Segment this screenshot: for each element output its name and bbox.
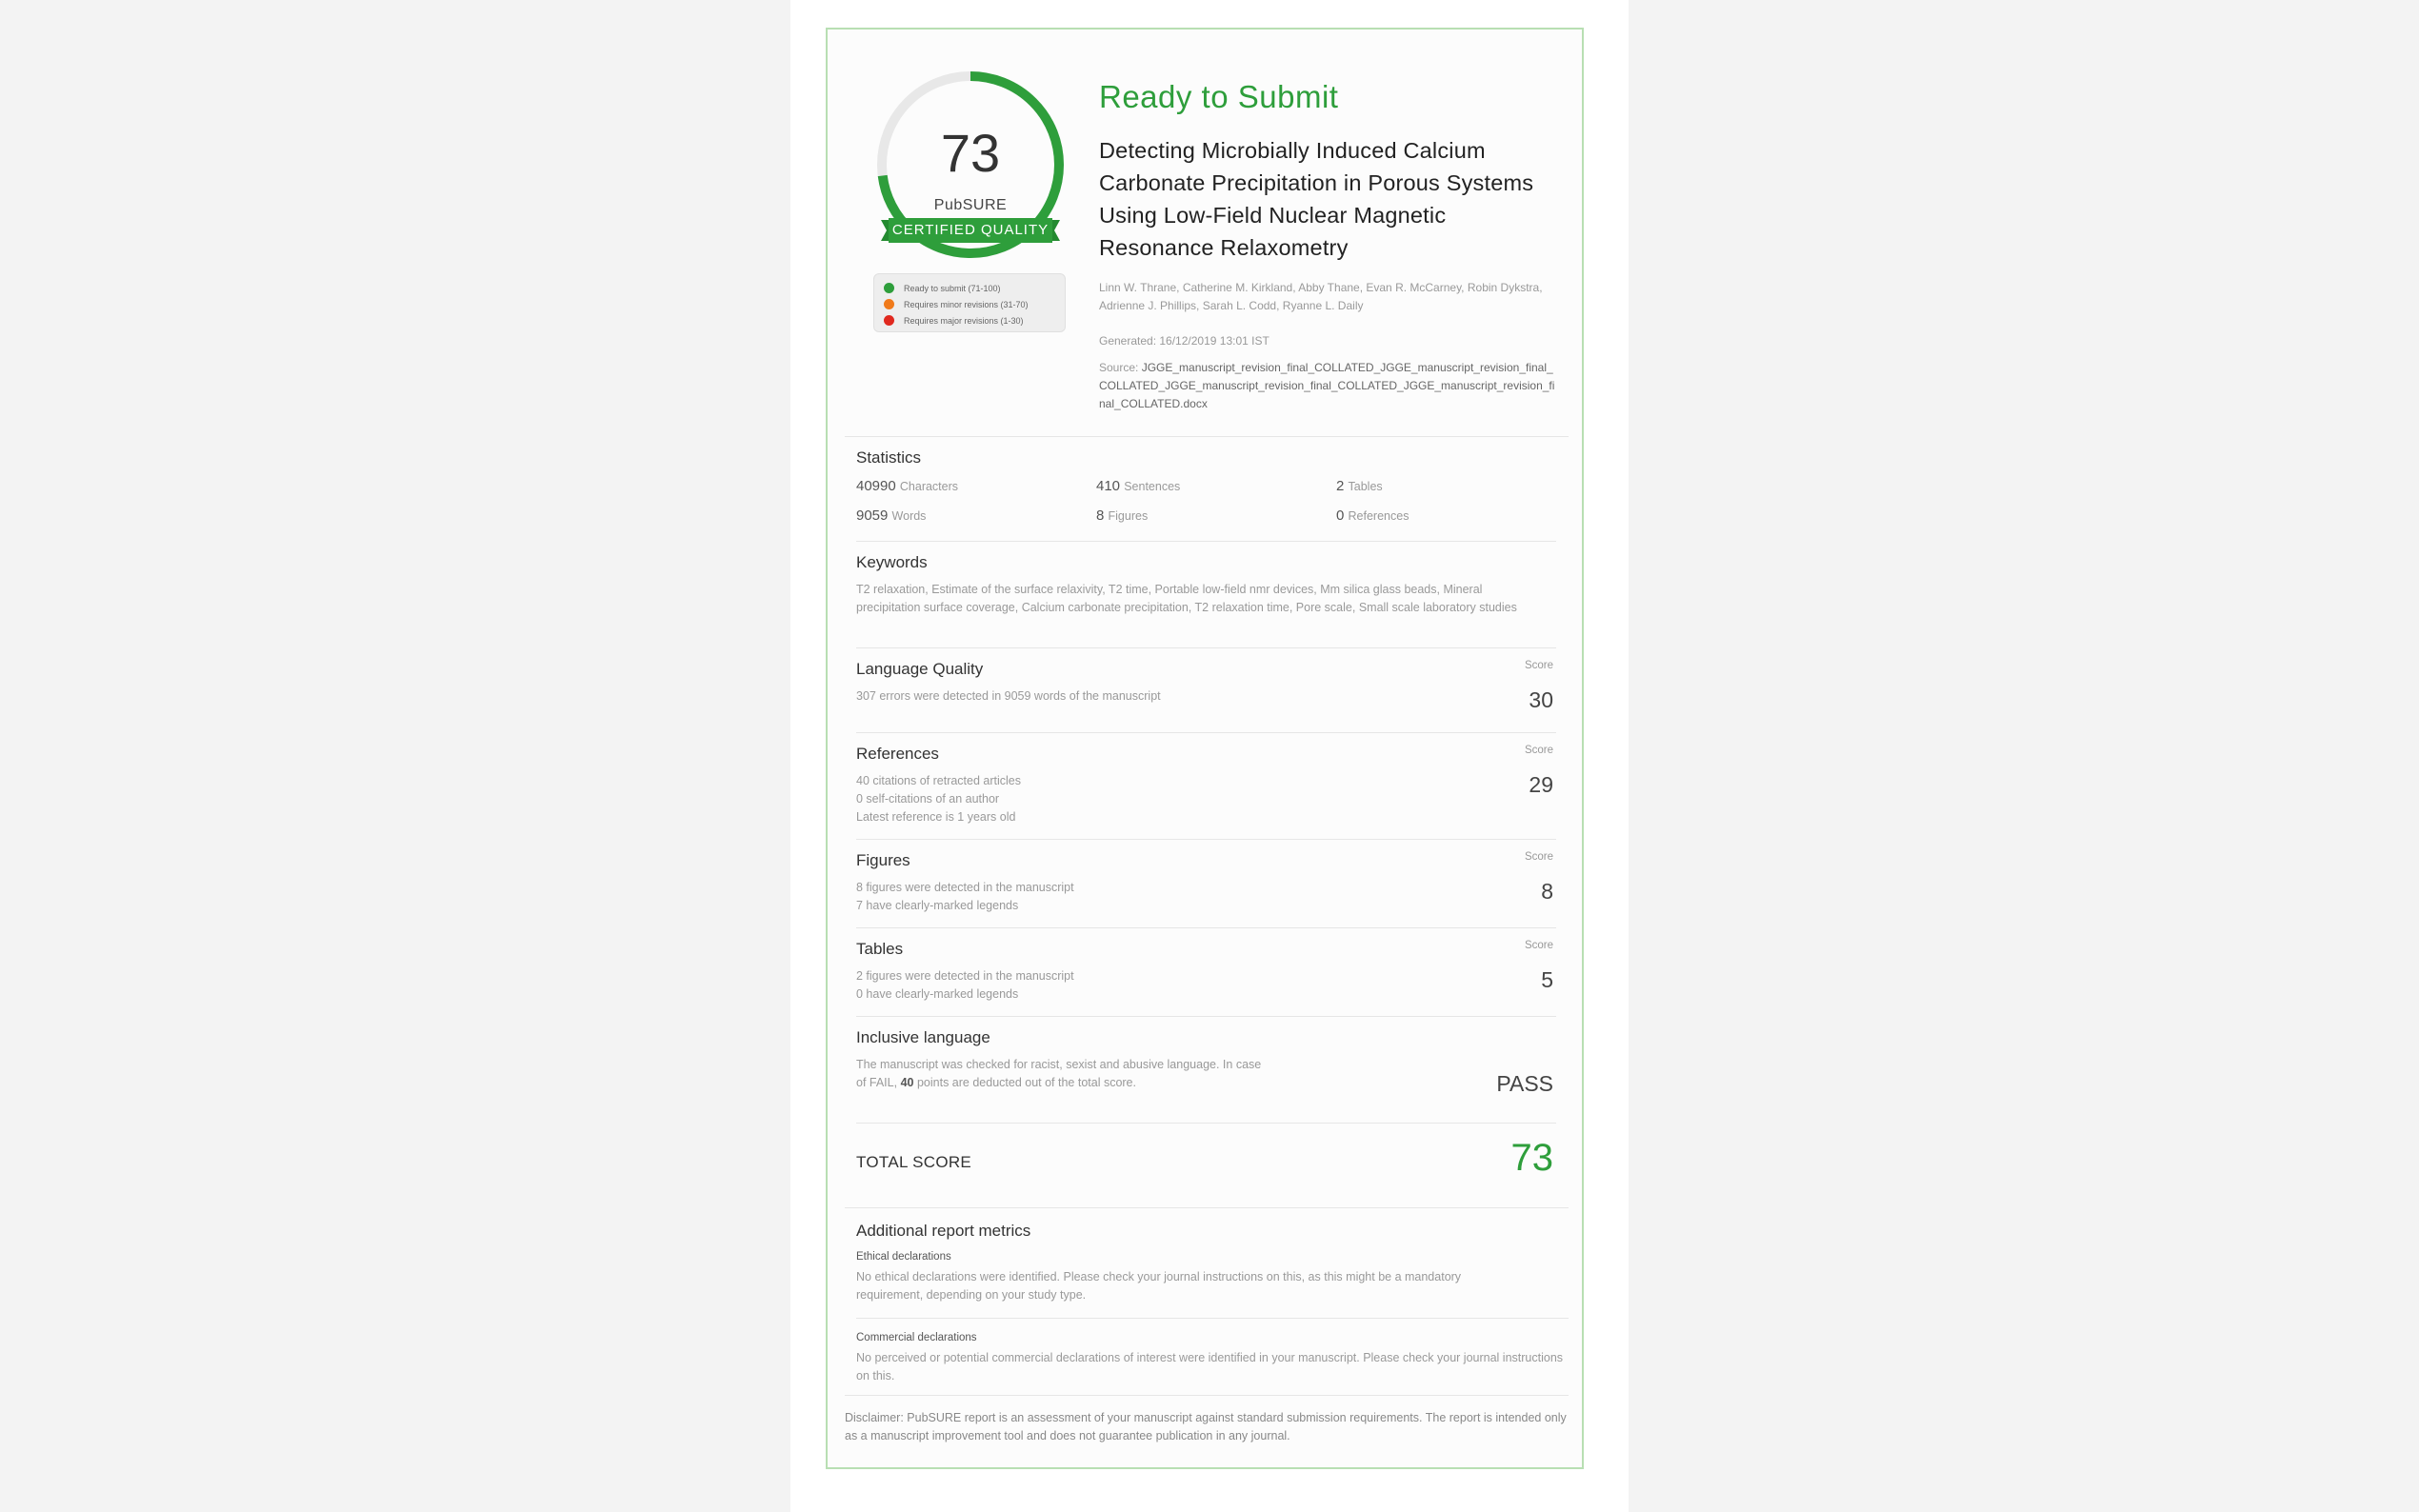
generated-timestamp: Generated: 16/12/2019 13:01 IST [1099,334,1269,348]
tables-title: Tables [856,940,904,958]
gauge-score: 73 [940,123,1001,183]
divider [856,1318,1569,1319]
source-file: Source: JGGE_manuscript_revision_final_COLLATED_JGGE_manuscript_revision_final_COLLATED_JGGE_manuscript_revision_final_COLLATED_JGGE_manuscript_revision_final_COLLATED.docx [1099,361,1555,410]
commercial-declarations-text: No perceived or potential commercial declarations of interest were identified in your manuscript. Please check your journal instructions on this. [856,1351,1564,1383]
tables-score-label: Score [1524,940,1553,951]
references-detail-1: 40 citations of retracted articles [856,774,1021,787]
divider [845,436,1569,437]
pubsure-report [826,28,1584,1469]
references-detail-2: 0 self-citations of an author [856,792,1000,806]
legend-item-minor: Requires minor revisions (31-70) [884,296,1055,312]
keywords-title: Keywords [856,553,928,571]
keywords-text: T2 relaxation, Estimate of the surface relaxivity, T2 time, Portable low-field nmr devices, Mm silica glass beads, Mineral precipitation surface coverage, Calcium carbonate precipitation, T2 relaxation time, Pore scale, Small scale laboratory studies [856,583,1517,614]
inclusive-language-title: Inclusive language [856,1028,990,1046]
stat-sentences: 410 Sentences [1096,478,1181,494]
divider [856,1123,1556,1124]
statistics-title: Statistics [856,448,922,467]
divider [845,1207,1569,1208]
references-detail-3: Latest reference is 1 years old [856,810,1016,824]
additional-metrics-title: Additional report metrics [856,1222,1031,1240]
language-score-label: Score [1524,660,1553,671]
language-quality-title: Language Quality [856,660,984,678]
total-score: 73 [1510,1137,1553,1179]
inclusive-language-detail: The manuscript was checked for racist, sexist and abusive language. In case of FAIL, 40 points are deducted out of the total score. [856,1058,1262,1089]
certified-quality-label: CERTIFIED QUALITY [891,222,1050,238]
certified-ribbon [881,216,1060,245]
references-score: 29 [1529,772,1553,797]
disclaimer: Disclaimer: PubSURE report is an assessment of your manuscript against standard submission requirements. The report is intended only as a manuscript improvement tool and does not guarantee publication in any journal. [845,1411,1567,1442]
language-score: 30 [1529,687,1553,712]
tables-detail-1: 2 figures were detected in the manuscript [856,969,1074,983]
figures-score-label: Score [1524,851,1553,863]
pubsure-logo: PubSURE [933,197,1008,213]
source-filename: JGGE_manuscript_revision_final_COLLATED_JGGE_manuscript_revision_final_COLLATED_JGGE_manuscript_revision_final_COLLATED_JGGE_manuscript_revision_final_COLLATED.docx [1099,361,1555,410]
tables-detail-2: 0 have clearly-marked legends [856,987,1019,1001]
legend-item-major: Requires major revisions (1-30) [884,312,1055,328]
figures-detail-1: 8 figures were detected in the manuscript [856,881,1074,894]
ethical-declarations-text: No ethical declarations were identified. Please check your journal instructions on this, as this might be a mandatory requirement, depending on your study type. [856,1270,1462,1302]
divider [856,647,1556,648]
references-title: References [856,745,939,763]
tables-score: 5 [1541,967,1553,992]
commercial-declarations-title: Commercial declarations [856,1332,977,1343]
stat-words: 9059 Words [856,507,927,524]
stat-tables: 2 Tables [1336,478,1383,494]
orange-dot-icon [884,299,894,309]
divider [856,839,1556,840]
stat-figures: 8 Figures [1096,507,1149,524]
total-score-label: TOTAL SCORE [856,1153,972,1171]
stat-characters: 40990 Characters [856,478,959,494]
stat-references: 0 References [1336,507,1409,524]
green-dot-icon [884,283,894,293]
status-heading: Ready to Submit [1099,79,1339,114]
language-quality-detail: 307 errors were detected in 9059 words of the manuscript [856,689,1161,703]
divider [856,732,1556,733]
inclusive-language-result: PASS [1496,1071,1553,1096]
figures-score: 8 [1541,879,1553,904]
divider [856,927,1556,928]
legend-item-ready: Ready to submit (71-100) [884,280,1055,296]
ethical-declarations-title: Ethical declarations [856,1251,951,1263]
manuscript-title: Detecting Microbially Induced Calcium Carbonate Precipitation in Porous Systems Using Low-Field Nuclear Magnetic Resonance Relaxometry [1099,138,1534,260]
references-score-label: Score [1524,745,1553,756]
divider [845,1395,1569,1396]
divider [856,1016,1556,1017]
score-legend [873,273,1066,332]
red-dot-icon [884,315,894,326]
divider [856,541,1556,542]
figures-detail-2: 7 have clearly-marked legends [856,899,1019,912]
figures-title: Figures [856,851,910,869]
authors: Linn W. Thrane, Catherine M. Kirkland, Abby Thane, Evan R. McCarney, Robin Dykstra, Adrienne J. Phillips, Sarah L. Codd, Ryanne L. Daily [1099,281,1543,312]
